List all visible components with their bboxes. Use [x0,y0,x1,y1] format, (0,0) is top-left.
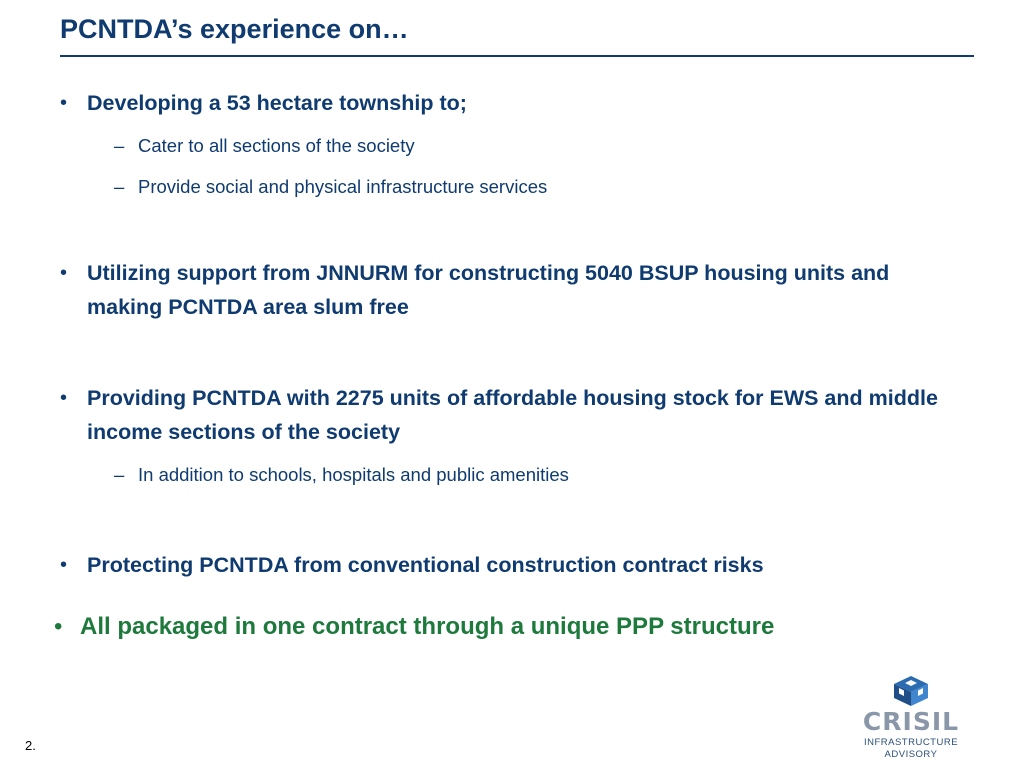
crisil-logo [858,675,964,763]
summary-bullet [54,610,974,644]
bullet-affordable-housing [60,381,960,449]
logo-wordmark: CRISIL [862,707,960,736]
bullet-text: Protecting PCNTDA from conventional construction contract risks [87,553,764,577]
bullet-text: Developing a 53 hectare township to; [87,91,467,115]
crisil-cube-icon [892,675,930,707]
bullet-township [60,86,960,120]
logo-tagline-2: ADVISORY [884,749,938,760]
bullet-glyph: • [60,387,68,409]
slide-title: PCNTDA’s experience on… [60,14,409,44]
logo-tagline-1: INFRASTRUCTURE [863,737,959,748]
sub-bullet-text: Cater to all sections of the society [138,135,415,156]
sub-bullet-infrastructure [114,175,974,199]
dash-glyph: – [114,176,125,197]
bullet-jnnurm [60,256,960,324]
bullet-text: Providing PCNTDA with 2275 units of affordable housing stock for EWS and middle income sections of the society [87,386,938,444]
sub-bullet-text: Provide social and physical infrastructure services [138,176,548,197]
summary-text: All packaged in one contract through a unique PPP structure [80,613,775,640]
sub-bullet-amenities [114,463,974,487]
page-number: 2. [25,738,36,753]
title-divider [60,55,974,57]
sub-bullet-text: In addition to schools, hospitals and public amenities [138,464,569,485]
dash-glyph: – [114,464,125,485]
sub-bullet-sections [114,134,974,158]
bullet-glyph: • [54,613,63,640]
bullet-risk-protection [60,548,960,582]
bullet-glyph: • [60,262,68,284]
dash-glyph: – [114,135,125,156]
bullet-text: Utilizing support from JNNURM for constructing 5040 BSUP housing units and making PCNTDA area slum free [87,261,890,319]
bullet-glyph: • [60,92,68,114]
bullet-glyph: • [60,554,68,576]
